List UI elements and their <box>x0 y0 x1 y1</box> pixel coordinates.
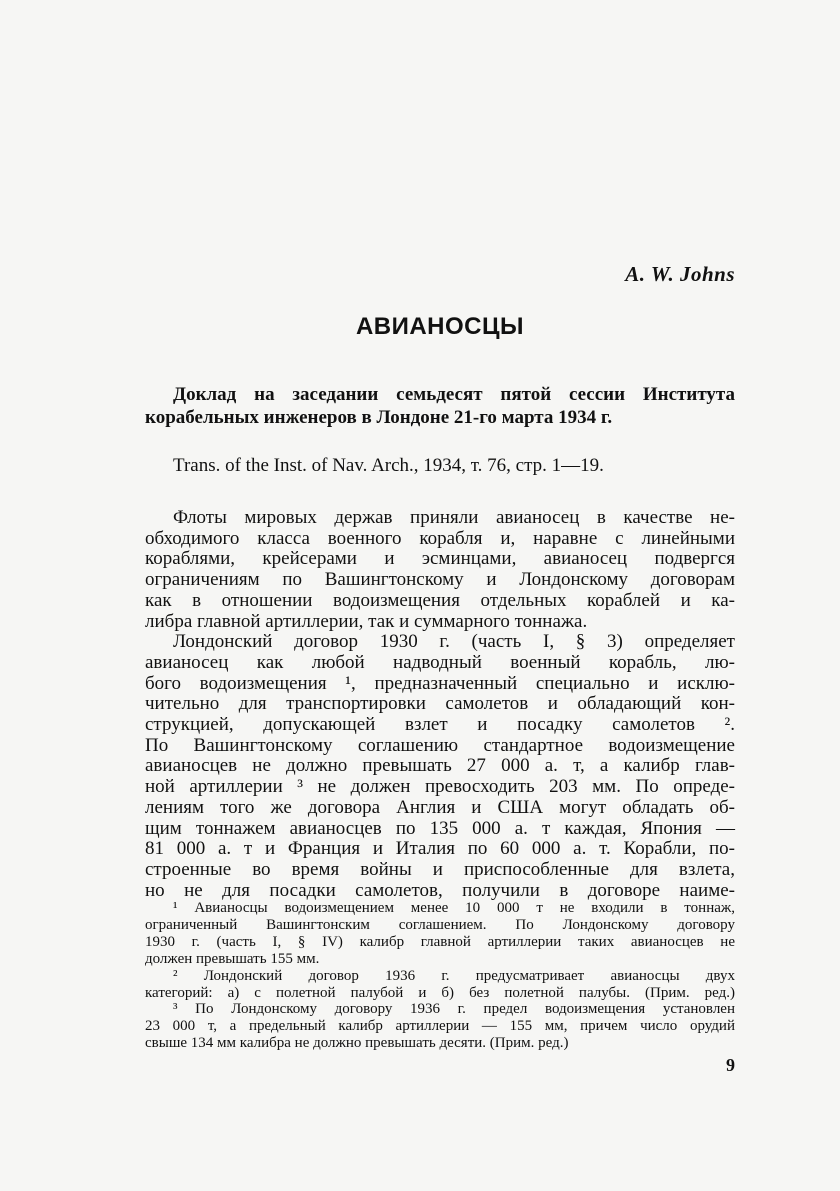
body-line: щим тоннажем авианосцев по 135 000 а. т каждая, Япония — <box>145 817 735 839</box>
body-line: 81 000 а. т и Франция и Италия по 60 000 а. т. Корабли, по- <box>145 838 735 860</box>
subtitle-line: корабельных инженеров в Лондоне 21-го марта 1934 г. <box>145 407 613 428</box>
body-line: Флоты мировых держав приняли авианосец в качестве не- <box>173 507 735 528</box>
body-line: чительно для транспортировки самолетов и обладающий кон- <box>145 693 735 715</box>
body-text <box>145 508 735 901</box>
footnotes <box>145 900 735 1052</box>
footnote-line: ограниченный Вашингтонским соглашением. По Лондонскому договору <box>145 916 735 933</box>
footnote-line: 23 000 т, а предельный калибр артиллерии — 155 мм, причем число орудий <box>145 1018 735 1035</box>
article-title: АВИАНОСЦЫ <box>355 313 525 340</box>
body-line: ной артиллерии ³ не должен превосходить 203 мм. По опреде- <box>145 776 735 798</box>
body-line: По Вашингтонскому соглашению стандартное водоизмещение <box>145 734 735 756</box>
footnote-line: ³ По Лондонскому договору 1936 г. предел водоизмещения установлен <box>173 1001 735 1018</box>
body-line: авианосцев не должно превышать 27 000 а. т, а калибр глав- <box>145 755 735 777</box>
body-line: струкцией, допускающей взлет и посадку самолетов ². <box>145 714 735 736</box>
footnote-line: 1930 г. (часть I, § IV) калибр главной артиллерии таких авианосцев не <box>145 933 735 950</box>
body-line: ограничениям по Вашингтонскому и Лондонскому договорам <box>145 569 735 591</box>
body-line: кораблями, крейсерами и эсминцами, авианосец подвергся <box>145 548 735 570</box>
body-line: как в отношении водоизмещения отдельных кораблей и ка- <box>145 589 735 611</box>
source-citation: Trans. of the Inst. of Nav. Arch., 1934, т. 76, стр. 1—19. <box>173 455 604 476</box>
footnote-line: должен превышать 155 мм. <box>145 950 320 967</box>
article-subtitle <box>145 383 735 429</box>
body-line: но не для посадки самолетов, получили в договоре наиме- <box>145 879 735 901</box>
body-line: либра главной артиллерии, так и суммарного тоннажа. <box>145 610 588 632</box>
body-line: авианосец как любой надводный военный корабль, лю- <box>145 651 735 673</box>
body-line: лениям того же договора Англия и США могут обладать об- <box>145 796 735 818</box>
footnote-line: ¹ Авианосцы водоизмещением менее 10 000 т не входили в тоннаж, <box>173 900 735 916</box>
footnote-line: категорий: а) с полетной палубой и б) без полетной палубы. (Прим. ред.) <box>145 984 735 1001</box>
body-line: Лондонский договор 1930 г. (часть I, § 3) определяет <box>173 631 735 653</box>
page-number: 9 <box>726 1055 735 1075</box>
body-line: бого водоизмещения ¹, предназначенный специально и исклю- <box>145 672 735 694</box>
footnote-line: ² Лондонский договор 1936 г. предусматривает авианосцы двух <box>173 967 735 984</box>
author-name: A. W. Johns <box>625 262 735 286</box>
body-line: обходимого класса военного корабля и, наравне с линейными <box>145 527 735 549</box>
footnote-line: свыше 134 мм калибра не должно превышать десяти. (Прим. ред.) <box>145 1035 569 1052</box>
body-line: строенные во время войны и приспособленные для взлета, <box>145 858 735 880</box>
subtitle-line: Доклад на заседании семьдесят пятой сессии Института <box>173 384 735 405</box>
